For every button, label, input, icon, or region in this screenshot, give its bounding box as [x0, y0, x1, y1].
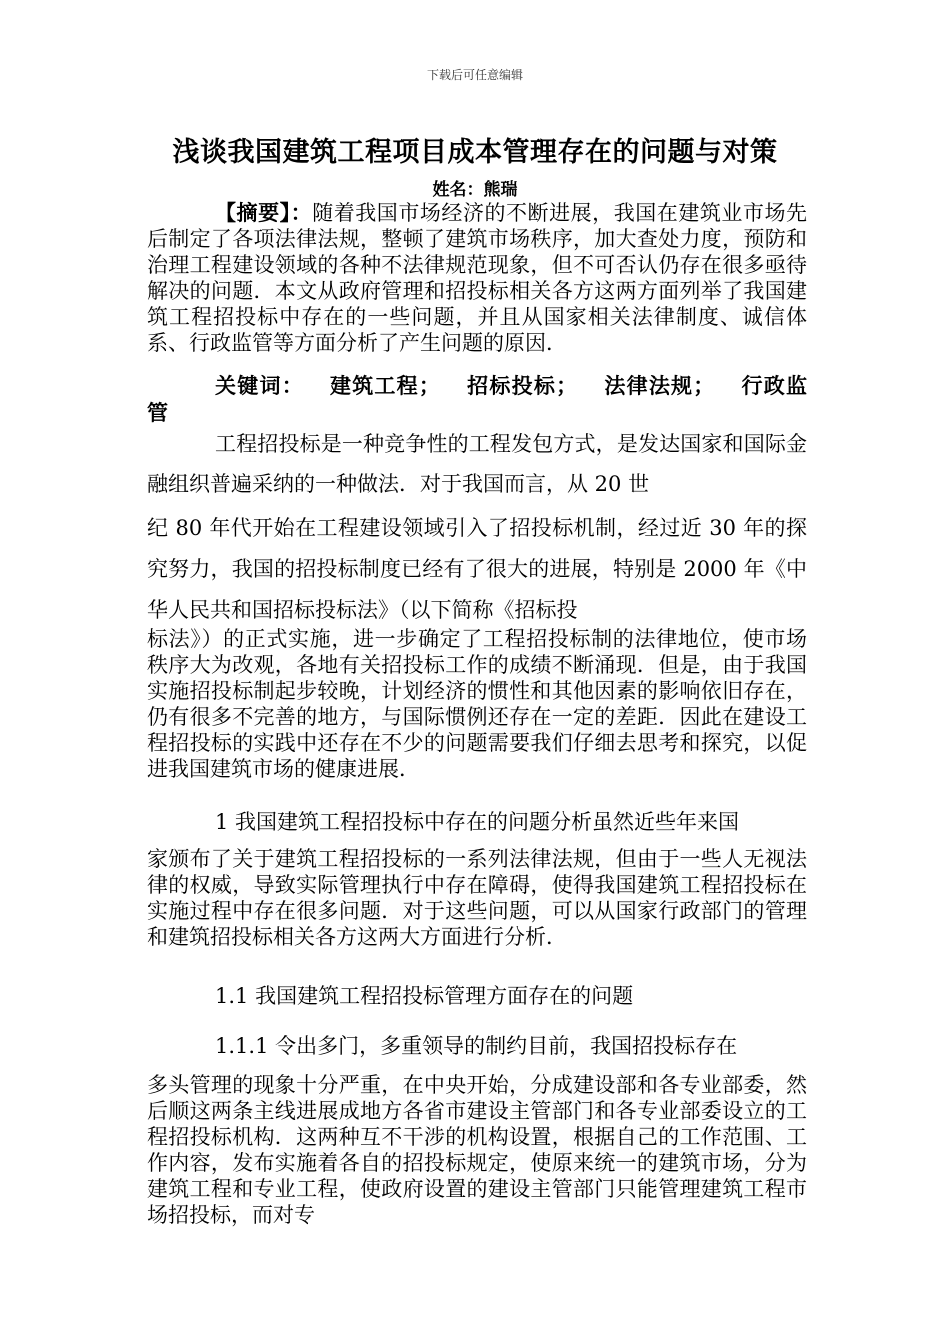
keyword-item: 法律法规；	[603, 373, 715, 398]
intro-paragraph-part-1: 工程招投标是一种竞争性的工程发包方式，是发达国家和国际金融组织普遍采纳的一种做法．对于我国而言，从 20 世	[147, 432, 807, 496]
section-1-1-1-text: 多头管理的现象十分严重，在中央开始，分成建设部和各专业部委，然后顺这两条主线进展成地方各省市建设主管部门和各专业部委设立的工程招投标机构．这两种互不干涉的机构设置，根据自己的工作范围、工作内容，发布实施着各自的招投标规定，使原来统一的建筑市场，分为建筑工程和专业工程，使政府设置的建设主管部门只能管理建筑工程市场招投标，而对专	[147, 1073, 807, 1227]
abstract-paragraph	[147, 200, 807, 356]
abstract-text: 随着我国市场经济的不断进展，我国在建筑业市场先后制定了各项法律法规，整顿了建筑市场秩序，加大查处力度，预防和治理工程建设领域的各种不法律规范现象，但不可否认仍存在很多亟待解决的问题．本文从政府管理和招投标相关各方这两方面列举了我国建筑工程招投标中存在的一些问题，并且从国家相关法律制度、诚信体系、行政监管等方面分析了产生问题的原因．	[147, 201, 808, 355]
keywords-label: 关键词：	[215, 373, 304, 398]
author-line: 姓名：熊瑞	[432, 180, 518, 200]
section-1-1-1-heading: 1.1.1 令出多门，多重领导的制约目前，我国招投标存在	[215, 1034, 738, 1058]
intro-paragraph-part-2: 纪 80 年代开始在工程建设领域引入了招投标机制，经过近 30 年的探究努力，我国的招投标制度已经有了很大的进展，特别是 2000 年《中华人民共和国招标投标法》（以下简称《招标投	[147, 516, 807, 622]
section-1-text: 家颁布了关于建筑工程招投标的一系列法律法规，但由于一些人无视法律的权威，导致实际管理执行中存在障碍，使得我国建筑工程招投标在实施过程中存在很多问题．对于这些问题，可以从国家行政部门的管理和建筑招投标相关各方这两大方面进行分析．	[147, 847, 807, 949]
intro-paragraph-part-3: 标法》）的正式实施，进一步确定了工程招投标制的法律地位，使市场秩序大为改观，各地有关招投标工作的成绩不断涌现．但是，由于我国实施招投标制起步较晚，计划经济的惯性和其他因素的影响依旧存在，仍有很多不完善的地方，与国际惯例还存在一定的差距．因此在建设工程招投标的实践中还存在不少的问题需要我们仔细去思考和探究，以促进我国建筑市场的健康进展．	[147, 627, 807, 781]
section-1-heading: 1 我国建筑工程招投标中存在的问题分析虽然近些年来国	[215, 810, 740, 834]
section-1-1-heading: 1.1 我国建筑工程招投标管理方面存在的问题	[215, 984, 634, 1008]
document-title: 浅谈我国建筑工程项目成本管理存在的问题与对策	[172, 137, 778, 168]
keyword-item: 招标投标；	[465, 373, 578, 398]
keyword-item: 建筑工程；	[329, 373, 440, 398]
abstract-label: 【摘要】：	[215, 200, 313, 225]
keyword-item: 行政监管	[147, 373, 808, 425]
header-note: 下载后可任意编辑	[426, 68, 523, 82]
keywords-paragraph	[147, 372, 807, 426]
